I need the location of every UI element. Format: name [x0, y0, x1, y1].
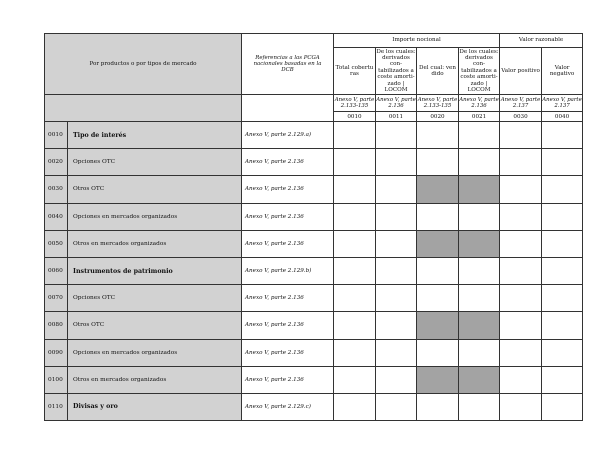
- data-cell: [376, 257, 417, 284]
- data-cell: [500, 285, 542, 312]
- data-cell: [459, 203, 500, 230]
- data-cell: [334, 122, 376, 149]
- data-cell: [542, 257, 583, 284]
- data-cell: [334, 393, 376, 420]
- shaded-cell: [417, 230, 459, 257]
- data-cell: [500, 203, 542, 230]
- row-code: 0060: [45, 257, 68, 284]
- table-row: [45, 285, 583, 312]
- row-reference: Anexo V, parte 2.129.b): [242, 257, 334, 284]
- group-fair-value-header: Valor razonable: [500, 34, 583, 48]
- header-filler: [242, 95, 334, 122]
- row-reference: Anexo V, parte 2.136: [242, 149, 334, 176]
- column-header: De los cuales: derivados con- tabilizados a coste amorti- zado | LOCOM: [459, 48, 499, 94]
- data-cell: [334, 203, 376, 230]
- row-code: 0070: [45, 285, 68, 312]
- data-cell: [417, 122, 459, 149]
- data-cell: [376, 393, 417, 420]
- column-header: Valor negativo: [542, 48, 583, 95]
- data-cell: [334, 230, 376, 257]
- data-cell: [376, 149, 417, 176]
- column-reference: Anexo V, parte 2.137: [542, 95, 583, 112]
- data-cell: [334, 149, 376, 176]
- header-filler: [45, 95, 242, 122]
- data-cell: [417, 339, 459, 366]
- data-cell: [376, 230, 417, 257]
- row-reference: Anexo V, parte 2.136: [242, 285, 334, 312]
- data-cell: [376, 366, 417, 393]
- data-cell: [376, 339, 417, 366]
- data-cell: [542, 149, 583, 176]
- data-cell: [459, 257, 500, 284]
- table-row: [45, 393, 583, 420]
- table-row: [45, 122, 583, 149]
- row-label: Opciones OTC: [68, 285, 242, 312]
- row-code: 0090: [45, 339, 68, 366]
- column-reference: Anexo V, parte 2.133-135: [417, 95, 459, 112]
- table-row: [45, 339, 583, 366]
- row-label: Opciones en mercados organizados: [68, 339, 242, 366]
- data-cell: [376, 176, 417, 203]
- row-reference: Anexo V, parte 2.136: [242, 312, 334, 339]
- row-code: 0050: [45, 230, 68, 257]
- data-cell: [542, 203, 583, 230]
- data-cell: [459, 149, 500, 176]
- column-header: Valor positivo: [500, 48, 542, 95]
- data-cell: [376, 285, 417, 312]
- data-cell: [500, 366, 542, 393]
- column-header: Total cobertu ras: [334, 48, 376, 95]
- data-cell: [334, 339, 376, 366]
- data-cell: [542, 339, 583, 366]
- data-cell: [334, 285, 376, 312]
- data-cell: [542, 393, 583, 420]
- data-cell: [500, 122, 542, 149]
- derivatives-table: [44, 33, 583, 421]
- data-cell: [417, 203, 459, 230]
- data-cell: [376, 122, 417, 149]
- data-cell: [334, 366, 376, 393]
- data-cell: [459, 339, 500, 366]
- table-row: [45, 203, 583, 230]
- data-cell: [500, 393, 542, 420]
- shaded-cell: [417, 366, 459, 393]
- shaded-cell: [459, 176, 500, 203]
- row-label-header: Por productos o por tipos de mercado: [45, 34, 242, 95]
- data-cell: [417, 285, 459, 312]
- row-reference: Anexo V, parte 2.136: [242, 176, 334, 203]
- column-reference: Anexo V, parte 2.133-135: [334, 95, 376, 112]
- column-header: Del cual: ven dido: [417, 48, 459, 95]
- row-reference: Anexo V, parte 2.136: [242, 339, 334, 366]
- reference-header: Referencias a las PCGA nacionales basadas en la DCB: [242, 34, 334, 95]
- row-code: 0080: [45, 312, 68, 339]
- data-cell: [459, 393, 500, 420]
- row-label: Otros en mercados organizados: [68, 366, 242, 393]
- row-label: Otros en mercados organizados: [68, 230, 242, 257]
- row-code: 0110: [45, 393, 68, 420]
- row-label: Tipo de interés: [68, 122, 242, 149]
- data-cell: [542, 230, 583, 257]
- data-cell: [542, 366, 583, 393]
- column-code: 0021: [459, 112, 500, 122]
- row-reference: Anexo V, parte 2.136: [242, 230, 334, 257]
- data-cell: [500, 339, 542, 366]
- data-cell: [542, 285, 583, 312]
- row-reference: Anexo V, parte 2.136: [242, 203, 334, 230]
- row-code: 0040: [45, 203, 68, 230]
- row-code: 0100: [45, 366, 68, 393]
- data-cell: [500, 230, 542, 257]
- data-cell: [542, 312, 583, 339]
- row-label: Instrumentos de patrimonio: [68, 257, 242, 284]
- column-header: De los cuales: derivados con- tabilizados a coste amorti- zado | LOCOM: [376, 48, 416, 94]
- column-reference: Anexo V, parte 2.137: [500, 95, 542, 112]
- table-row: [45, 366, 583, 393]
- row-code: 0020: [45, 149, 68, 176]
- data-cell: [334, 257, 376, 284]
- row-reference: Anexo V, parte 2.129.a): [242, 122, 334, 149]
- shaded-cell: [459, 366, 500, 393]
- column-code: 0020: [417, 112, 459, 122]
- group-nominal-header: Importe nocional: [334, 34, 500, 48]
- data-cell: [417, 257, 459, 284]
- data-cell: [542, 176, 583, 203]
- row-label: Divisas y oro: [68, 393, 242, 420]
- data-cell: [334, 312, 376, 339]
- table-row: [45, 149, 583, 176]
- column-code: 0030: [500, 112, 542, 122]
- data-cell: [417, 393, 459, 420]
- row-label: Otros OTC: [68, 312, 242, 339]
- row-label: Opciones OTC: [68, 149, 242, 176]
- row-reference: Anexo V, parte 2.136: [242, 366, 334, 393]
- data-cell: [376, 203, 417, 230]
- column-reference: Anexo V, parte 2.136: [459, 95, 500, 112]
- row-label: Opciones en mercados organizados: [68, 203, 242, 230]
- column-code: 0011: [376, 112, 417, 122]
- data-cell: [500, 176, 542, 203]
- table-row: [45, 257, 583, 284]
- row-label: Otros OTC: [68, 176, 242, 203]
- data-cell: [500, 257, 542, 284]
- data-cell: [459, 285, 500, 312]
- shaded-cell: [459, 230, 500, 257]
- table-row: [45, 176, 583, 203]
- shaded-cell: [417, 312, 459, 339]
- row-code: 0010: [45, 122, 68, 149]
- data-cell: [417, 149, 459, 176]
- data-cell: [500, 149, 542, 176]
- data-cell: [376, 312, 417, 339]
- row-code: 0030: [45, 176, 68, 203]
- data-cell: [500, 312, 542, 339]
- data-cell: [459, 122, 500, 149]
- row-reference: Anexo V, parte 2.129.c): [242, 393, 334, 420]
- column-reference: Anexo V, parte 2.136: [376, 95, 417, 112]
- shaded-cell: [459, 312, 500, 339]
- table-row: [45, 230, 583, 257]
- shaded-cell: [417, 176, 459, 203]
- column-code: 0040: [542, 112, 583, 122]
- data-cell: [542, 122, 583, 149]
- table-row: [45, 312, 583, 339]
- column-code: 0010: [334, 112, 376, 122]
- data-cell: [334, 176, 376, 203]
